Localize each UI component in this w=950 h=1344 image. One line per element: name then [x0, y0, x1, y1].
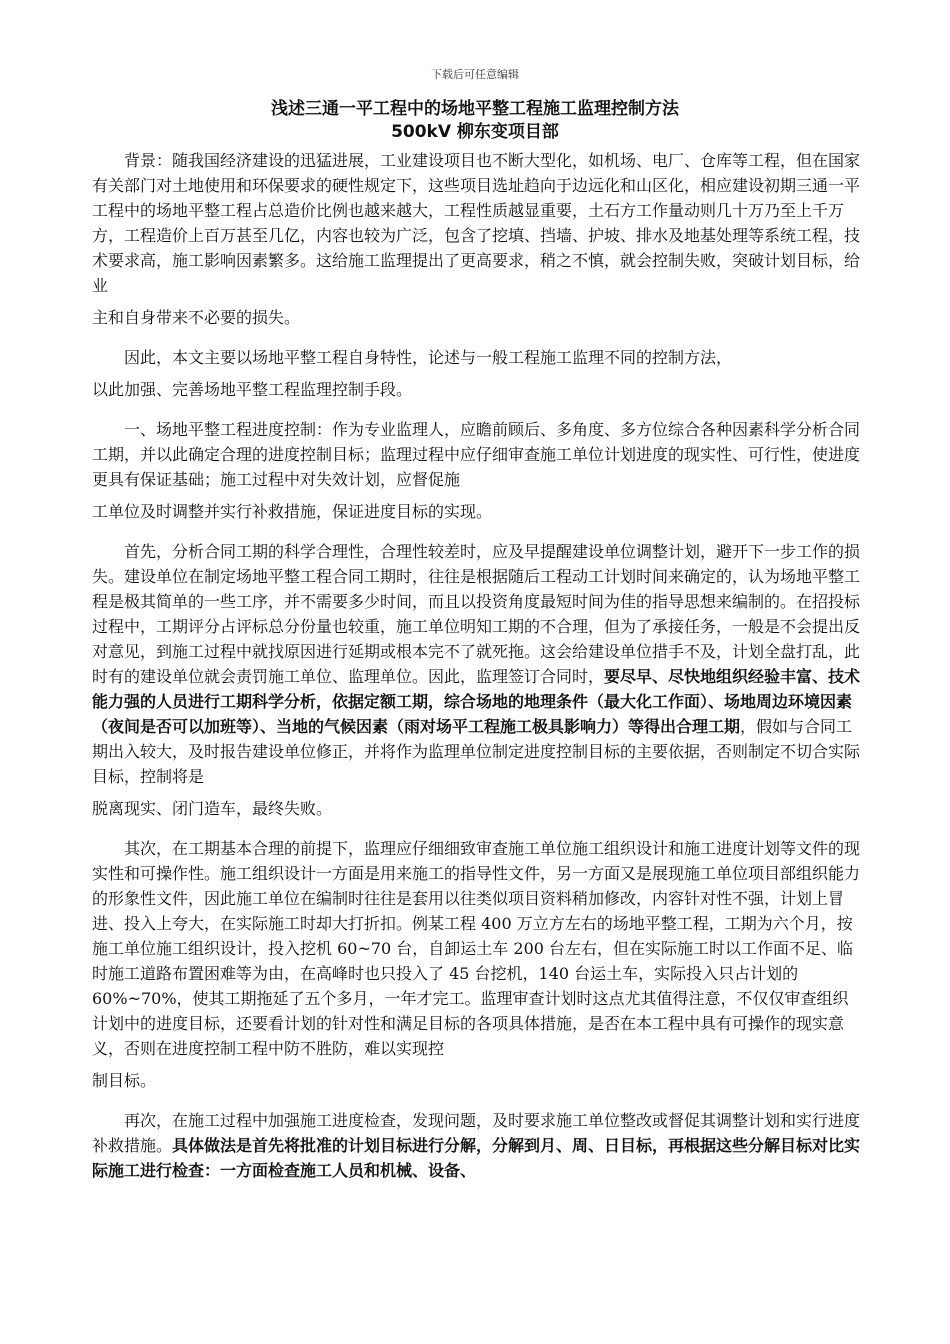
paragraph-intro: 因此，本文主要以场地平整工程自身特性，论述与一般工程施工监理不同的控制方法，	[124, 348, 733, 367]
document-body	[92, 148, 862, 1183]
header-note: 下载后可任意编辑	[431, 68, 519, 81]
paragraph-section-one-tail: 工单位及时调整并实行补救措施，保证进度目标的实现。	[92, 502, 493, 521]
paragraph-first-tail: 脱离现实、闭门造车，最终失败。	[92, 799, 333, 818]
document-title: 浅述三通一平工程中的场地平整工程施工监理控制方法	[271, 99, 679, 119]
paragraph-background-tail: 主和自身带来不必要的损失。	[92, 308, 301, 327]
paragraph-third	[92, 1108, 862, 1183]
paragraph-third-text-a: 再次，在施工过程中加强施工进度检查，发现问题，及时要求施工单位整改或督促其调整计划和实行进度补救措施。	[92, 1111, 861, 1155]
paragraph-second-tail: 制目标。	[92, 1071, 157, 1090]
paragraph-first-text-a: 首先，分析合同工期的科学合理性，合理性较差时，应及早提醒建设单位调整计划，避开下一步工作的损失。建设单位在制定场地平整工程合同工期时，往往是根据随后工程动工计划时间来确定的，认为场地平整工程是极其简单的一些工序，并不需要多少时间，而且以投资角度最短时间为佳的指导思想来编制的。在招投标过程中，工期评分占评标总分份量也较重，施工单位明知工期的不合理，但为了承接任务，一般是不会提出反对意见，到施工过程中就找原因进行延期或根本完不了就死拖。这会给建设单位措手不及，计划全盘打乱，此时有的建设单位就会责罚施工单位、监理单位。因此，监理签订合同时，	[92, 542, 861, 686]
paragraph-intro-tail: 以此加强、完善场地平整工程监理控制手段。	[92, 380, 413, 399]
paragraph-first-bold: 要尽早、尽快地组织经验丰富、技术能力强的人员进行工期科学分析，依据定额工期，综合场地的地理条件（最大化工作面）、场地周边环境因素（夜间是否可以加班等）、当地的气候因素（雨对场平工程施工极具影响力）等得出合理工期	[92, 667, 861, 736]
paragraph-third-bold: 具体做法是首先将批准的计划目标进行分解，分解到月、周、日目标，再根据这些分解目标对比实际施工进行检查：一方面检查施工人员和机械、设备、	[92, 1136, 861, 1180]
paragraph-section-one: 一、场地平整工程进度控制：作为专业监理人，应瞻前顾后、多角度、多方位综合各种因素科学分析合同工期，并以此确定合理的进度控制目标；监理过程中应仔细审查施工单位计划进度的现实性、可行性，使进度更具有保证基础；施工过程中对失效计划，应督促施	[92, 420, 861, 489]
paragraph-background: 背景：随我国经济建设的迅猛进展，工业建设项目也不断大型化，如机场、电厂、仓库等工程，但在国家有关部门对土地使用和环保要求的硬性规定下，这些项目选址趋向于边远化和山区化，相应建设初期三通一平工程中的场地平整工程占总造价比例也越来越大，工程性质越显重要，土石方工作量动则几十万乃至上千万方，工程造价上百万甚至几亿，内容也较为广泛，包含了挖填、挡墙、护坡、排水及地基处理等系统工程，技术要求高，施工影响因素繁多。这给施工监理提出了更高要求，稍之不慎，就会控制失败，突破计划目标，给业	[92, 151, 861, 295]
document-subtitle: 500kV 柳东变项目部	[391, 122, 559, 142]
paragraph-first-text-b: ，假如与合同工期出入较大，及时报告建设单位修正，并将作为监理单位制定进度控制目标的主要依据，否则制定不切合实际目标，控制将是	[92, 717, 861, 786]
paragraph-second: 其次，在工期基本合理的前提下，监理应仔细细致审查施工单位施工组织设计和施工进度计划等文件的现实性和可操作性。施工组织设计一方面是用来施工的指导性文件，另一方面又是展现施工单位项目部组织能力的形象性文件，因此施工单位在编制时往往是套用以往类似项目资料稍加修改，内容针对性不强，计划上冒进、投入上夸大，在实际施工时却大打折扣。例某工程 400 万立方左右的场地平整工程，工期为六个月，按施工单位施工组织设计，投入挖机 60~70 台，自卸运土车 200 台左右，但在实际施工时以工作面不足、临时施工道路布置困难等为由，在高峰时也只投入了 45 台挖机，140 台运土车，实际投入只占计划的 60%~70%，使其工期拖延了五个多月，一年才完工。监理审查计划时这点尤其值得注意，不仅仅审查组织计划中的进度目标，还要看计划的针对性和满足目标的各项具体措施，是否在本工程中具有可操作的现实意义，否则在进度控制工程中防不胜防，难以实现控	[92, 839, 861, 1058]
paragraph-first	[92, 539, 862, 789]
